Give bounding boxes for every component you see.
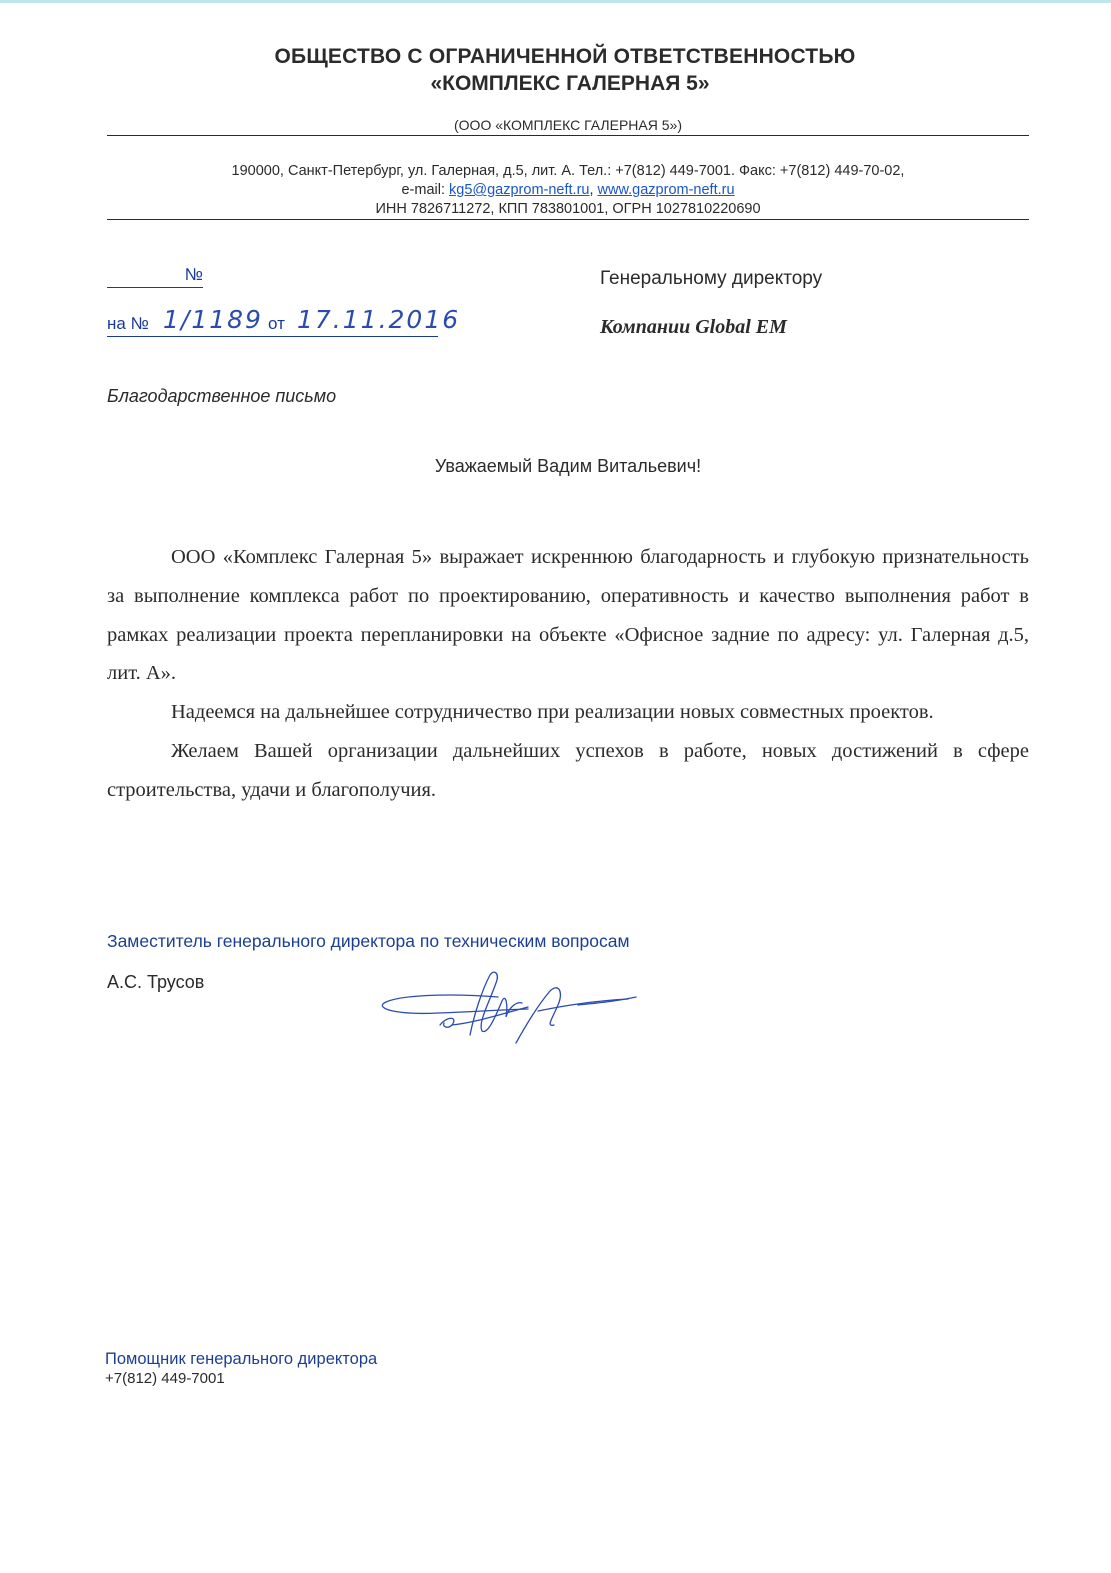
assistant-title: Помощник генерального директора xyxy=(105,1350,378,1368)
salutation: Уважаемый Вадим Витальевич! xyxy=(434,456,702,476)
body-paragraph: Желаем Вашей организации дальнейших успехов в работе, новых достижений в сфере строительства, удачи и благополучия. xyxy=(107,739,1029,801)
org-name-line2: «КОМПЛЕКС ГАЛЕРНАЯ 5» xyxy=(430,72,710,95)
reply-date-handwritten: 17.11.2016 xyxy=(297,305,461,334)
body-paragraph: ООО «Комплекс Галерная 5» выражает искреннюю благодарность и глубокую признательность за выполнение комплекса работ по проектированию, оперативность и качество выполнения работ в рамках реализации проекта перепланировки на объекте «Офисное задние по адресу: ул. Галерная д.5, лит. А». xyxy=(107,546,1029,685)
email-link[interactable]: kg5@gazprom-neft.ru xyxy=(449,182,590,198)
address-line: 190000, Санкт-Петербург, ул. Галерная, д.5, лит. А. Тел.: +7(812) 449-7001. Факс: +7(812) 449-70-02, xyxy=(231,163,905,179)
reply-reference-field xyxy=(107,305,461,337)
letter-subject: Благодарственное письмо xyxy=(107,386,337,406)
header-rule-bottom xyxy=(107,219,1029,220)
reply-date-label: от xyxy=(268,314,285,333)
signatory-name: А.С. Трусов xyxy=(107,972,205,992)
org-contacts xyxy=(0,162,1111,219)
website-link[interactable]: www.gazprom-neft.ru xyxy=(597,182,735,198)
reply-number-label: на № xyxy=(107,314,149,333)
handwritten-signature xyxy=(378,965,648,1055)
reply-number-handwritten: 1/1189 xyxy=(163,305,263,334)
addressee-company: Компании Global EM xyxy=(600,316,787,338)
email-label: e-mail: xyxy=(401,182,445,198)
addressee-position: Генеральному директору xyxy=(600,268,823,289)
assistant-phone: +7(812) 449-7001 xyxy=(105,1370,225,1387)
outgoing-number-field xyxy=(107,265,203,288)
number-sign: № xyxy=(184,265,203,284)
header-rule-top xyxy=(107,135,1029,136)
letter-body xyxy=(107,538,1029,810)
org-short-name: (ООО «КОМПЛЕКС ГАЛЕРНАЯ 5») xyxy=(454,117,682,133)
email-website-line: e-mail: kg5@gazprom-neft.ru, www.gazprom-neft.ru xyxy=(401,182,735,198)
top-border-line xyxy=(0,0,1111,3)
body-paragraph: Надеемся на дальнейшее сотрудничество при реализации новых совместных проектов. xyxy=(171,701,934,724)
org-name-line1: ОБЩЕСТВО С ОГРАНИЧЕННОЙ ОТВЕТСТВЕННОСТЬЮ xyxy=(274,45,856,68)
signatory-title: Заместитель генерального директора по техническим вопросам xyxy=(107,931,630,951)
registration-line: ИНН 7826711272, КПП 783801001, ОГРН 1027810220690 xyxy=(375,201,761,217)
